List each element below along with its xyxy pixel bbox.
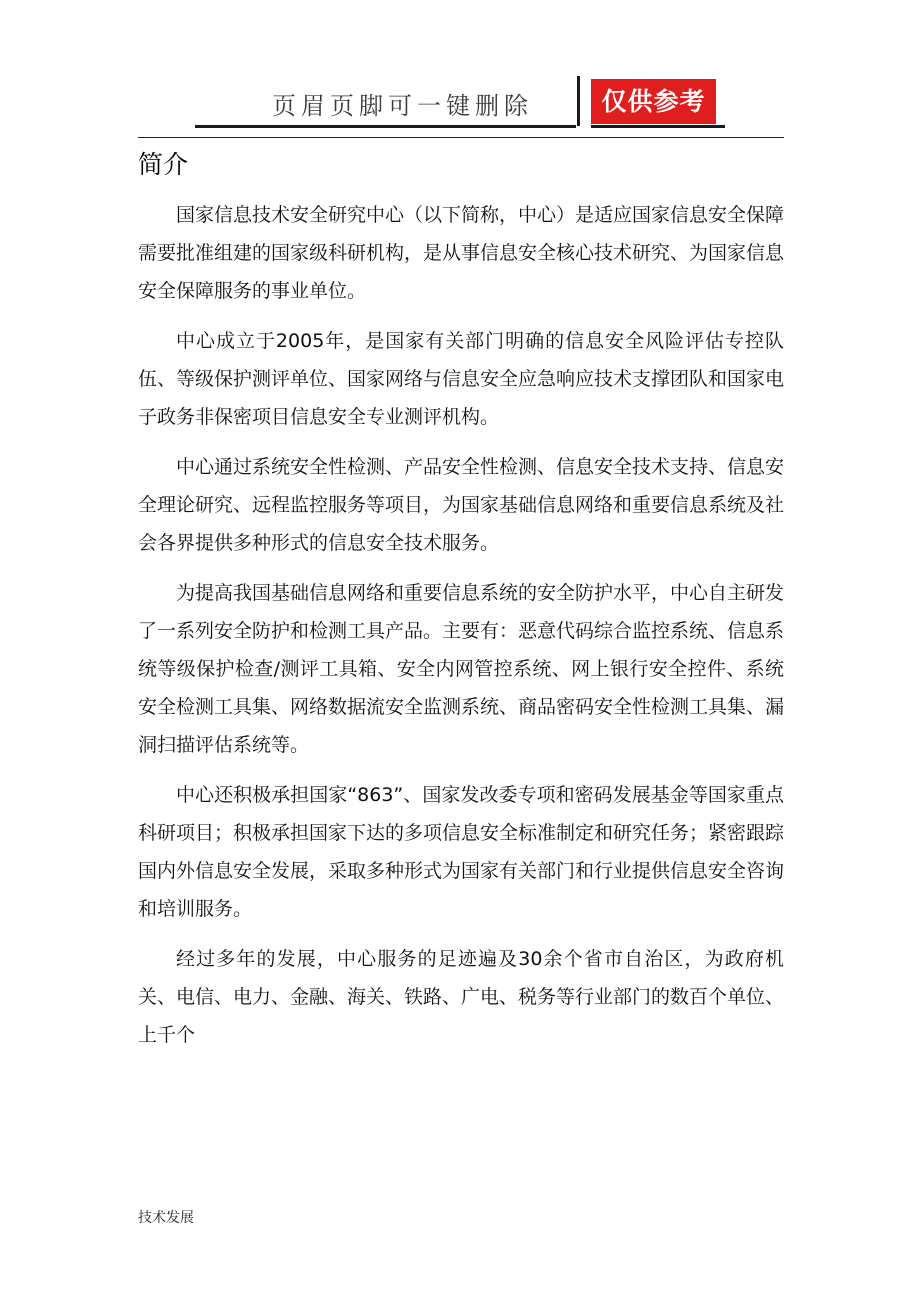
paragraph-4: 为提高我国基础信息网络和重要信息系统的安全防护水平，中心自主研发了一系列安全防护和检测工具产品。主要有：恶意代码综合监控系统、信息系统等级保护检查/测评工具箱、安全内网管控系统、网上银行安全控件、系统安全检测工具集、网络数据流安全监测系统、商品密码安全性检测工具集、漏洞扫描评估系统等。 xyxy=(138,582,785,756)
header-text: 页眉页脚可一键删除 xyxy=(272,92,533,120)
paragraph-2: 中心成立于2005年，是国家有关部门明确的信息安全风险评估专控队伍、等级保护测评单位、国家网络与信息安全应急响应技术支撑团队和国家电子政务非保密项目信息安全专业测评机构。 xyxy=(138,330,785,428)
paragraph-5: 中心还积极承担国家“863”、国家发改委专项和密码发展基金等国家重点科研项目；积极承担国家下达的多项信息安全标准制定和研究任务；紧密跟踪国内外信息安全发展，采取多种形式为国家有关部门和行业提供信息安全咨询和培训服务。 xyxy=(138,784,785,920)
header-divider xyxy=(577,76,580,126)
paragraph-3: 中心通过系统安全性检测、产品安全性检测、信息安全技术支持、信息安全理论研究、远程监控服务等项目，为国家基础信息网络和重要信息系统及社会各界提供多种形式的信息安全技术服务。 xyxy=(138,456,785,554)
document-body xyxy=(138,196,784,1066)
header-underline xyxy=(195,125,576,128)
page-title: 简介 xyxy=(138,150,189,179)
header-rule xyxy=(138,137,784,138)
stamp-underline xyxy=(591,125,725,128)
paragraph-6: 经过多年的发展，中心服务的足迹遍及30余个省市自治区，为政府机关、电信、电力、金融、海关、铁路、广电、税务等行业部门的数百个单位、上千个 xyxy=(138,948,785,1046)
reference-stamp: 仅供参考 xyxy=(591,79,716,124)
paragraph-1: 国家信息技术安全研究中心（以下简称，中心）是适应国家信息安全保障需要批准组建的国家级科研机构，是从事信息安全核心技术研究、为国家信息安全保障服务的事业单位。 xyxy=(138,204,785,302)
footer-text: 技术发展 xyxy=(138,1210,194,1226)
